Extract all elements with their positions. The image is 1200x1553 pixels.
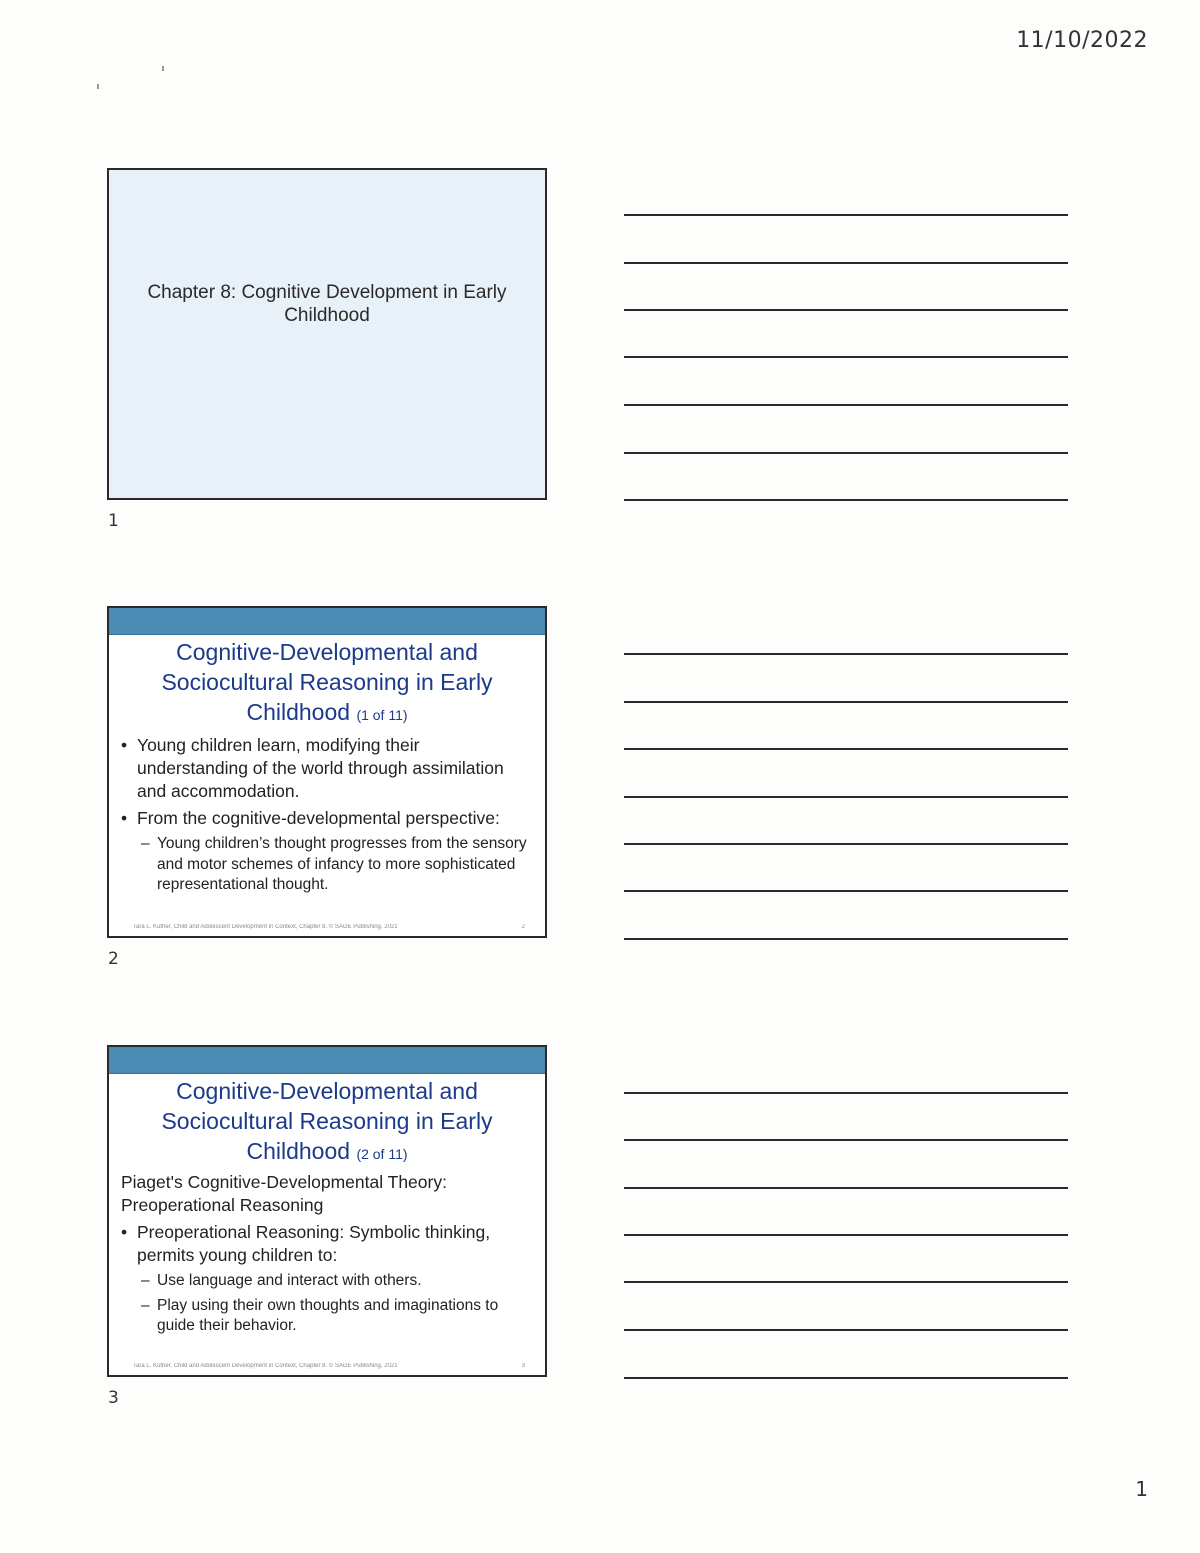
slide-footer-number: 3: [521, 1363, 525, 1369]
note-line: [624, 1377, 1068, 1379]
bullet-icon: •: [121, 808, 128, 828]
note-line: [624, 890, 1068, 892]
slide-header-band: [109, 608, 545, 635]
note-line: [624, 653, 1068, 655]
note-line: [624, 214, 1068, 216]
note-line: [624, 748, 1068, 750]
slide-heading-count: (2 of 11): [356, 1146, 408, 1162]
note-line: [624, 796, 1068, 798]
slide-footer: [133, 1363, 525, 1369]
note-line: [624, 452, 1068, 454]
note-line: [624, 309, 1068, 311]
slide-body: [109, 1171, 545, 1337]
slide-heading-count: (1 of 11): [356, 707, 408, 723]
bullet-item: [121, 1221, 535, 1267]
note-line: [624, 1281, 1068, 1283]
slide-footer-number: 2: [521, 924, 525, 930]
subbullet-text: Use language and interact with others.: [157, 1272, 422, 1289]
note-line: [624, 843, 1068, 845]
subbullet-item: [141, 1271, 535, 1292]
slide-title: Chapter 8: Cognitive Development in Early Childhood: [147, 282, 507, 326]
slide-footer: [133, 924, 525, 930]
slide-header-band: [109, 1047, 545, 1074]
page-number: 1: [1135, 1477, 1148, 1501]
subbullet-text: Young children’s thought progresses from the sensory and motor schemes of infancy to more sophisticated representational thought.: [157, 835, 527, 893]
slide-heading-text: Cognitive-Developmental and Sociocultural Reasoning in Early Childhood: [161, 1078, 493, 1164]
note-line: [624, 1234, 1068, 1236]
subbullet-text: Play using their own thoughts and imaginations to guide their behavior.: [157, 1296, 499, 1334]
slide-footer-text: Tara L. Kuther, Child and Adolescent Development in Context, Chapter 8. © SAGE Publishing, 2021: [133, 924, 398, 930]
note-line: [624, 1187, 1068, 1189]
bullet-text: Young children learn, modifying their understanding of the world through assimilation and accommodation.: [137, 735, 504, 801]
slide-3: [107, 1045, 547, 1377]
note-line: [624, 1092, 1068, 1094]
note-line: [624, 701, 1068, 703]
slide-number: 1: [108, 511, 119, 531]
bullet-text: Preoperational Reasoning: Symbolic thinking, permits young children to:: [137, 1222, 491, 1265]
note-line: [624, 262, 1068, 264]
dash-icon: –: [141, 835, 150, 852]
note-line: [624, 499, 1068, 501]
bullet-icon: •: [121, 1222, 128, 1242]
note-line: [624, 1329, 1068, 1331]
dash-icon: –: [141, 1272, 150, 1289]
note-line: [624, 404, 1068, 406]
subbullet-item: [141, 834, 535, 896]
slide-heading-text: Cognitive-Developmental and Sociocultural Reasoning in Early Childhood: [161, 639, 493, 725]
slide-footer-text: Tara L. Kuther, Child and Adolescent Development in Context, Chapter 8. © SAGE Publishing, 2021: [133, 1363, 398, 1369]
note-line: [624, 1139, 1068, 1141]
note-line: [624, 938, 1068, 940]
note-line: [624, 356, 1068, 358]
dash-icon: –: [141, 1296, 150, 1314]
bullet-text: From the cognitive-developmental perspective:: [137, 808, 500, 828]
slide-heading: [109, 1076, 545, 1169]
page-date: 11/10/2022: [1016, 28, 1148, 53]
bullet-item: [121, 807, 535, 830]
scan-speck: [162, 66, 164, 71]
bullet-item: [121, 734, 535, 803]
slide-2: [107, 606, 547, 938]
subbullet-item: [141, 1296, 535, 1337]
bullet-icon: •: [121, 735, 128, 755]
slide-number: 2: [108, 949, 119, 969]
slide-subhead: Piaget's Cognitive-Developmental Theory: Preoperational Reasoning: [121, 1172, 447, 1215]
slide-heading: [109, 637, 545, 730]
slide-body: [109, 734, 545, 896]
scan-speck: [97, 84, 99, 89]
slide-number: 3: [108, 1388, 119, 1408]
slide-1: [107, 168, 547, 500]
